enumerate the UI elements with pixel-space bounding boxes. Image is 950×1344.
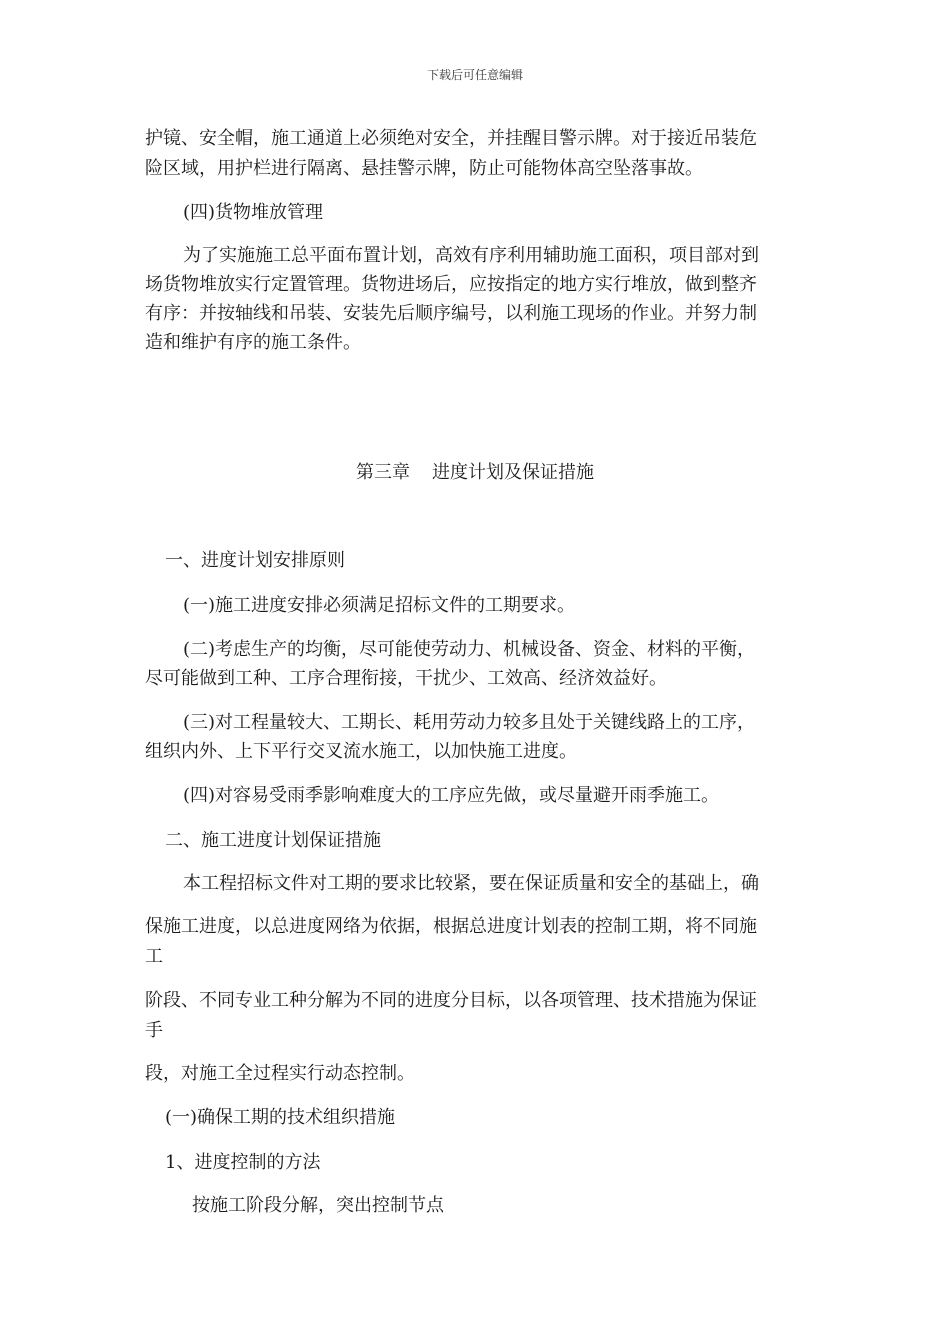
chapter-name: 进度计划及保证措施: [432, 462, 594, 483]
text-line: 场货物堆放实行定置管理。货物进场后，应按指定的地方实行堆放，做到整齐: [145, 274, 757, 295]
chapter-number: 第三章: [356, 462, 410, 483]
text-line: 护镜、安全帽，施工通道上必须绝对安全，并挂醒目警示牌。对于接近吊装危: [145, 128, 757, 149]
text-line: 尽可能做到工种、工序合理衔接，干扰少、工效高、经济效益好。: [145, 668, 667, 689]
subheading: 1、进度控制的方法: [165, 1152, 321, 1173]
chapter-title: [0, 458, 950, 484]
list-item: (三)对工程量较大、工期长、耗用劳动力较多且处于关键线路上的工序，: [183, 712, 756, 733]
text-line: 造和维护有序的施工条件。: [145, 332, 361, 353]
section-heading: 一、进度计划安排原则: [165, 550, 345, 571]
list-item: (二)考虑生产的均衡，尽可能使劳动力、机械设备、资金、材料的平衡，: [183, 639, 756, 660]
page-header: 下载后可任意编辑: [426, 68, 523, 82]
text-line: 为了实施施工总平面布置计划，高效有序利用辅助施工面积，项目部对到: [183, 245, 759, 266]
text-line: 险区域，用护栏进行隔离、悬挂警示牌，防止可能物体高空坠落事故。: [145, 158, 703, 179]
text-line: 工: [145, 946, 163, 967]
text-line: 段，对施工全过程实行动态控制。: [145, 1063, 415, 1084]
text-line: 按施工阶段分解，突出控制节点: [192, 1195, 444, 1216]
subheading: (四)货物堆放管理: [183, 202, 324, 223]
text-line: 本工程招标文件对工期的要求比较紧，要在保证质量和安全的基础上，确: [183, 873, 759, 894]
text-line: 手: [145, 1020, 163, 1041]
text-line: 组织内外、上下平行交叉流水施工，以加快施工进度。: [145, 741, 577, 762]
subheading: (一)确保工期的技术组织措施: [165, 1107, 396, 1128]
text-line: 保施工进度，以总进度网络为依据，根据总进度计划表的控制工期，将不同施: [145, 916, 757, 937]
text-line: 有序：并按轴线和吊装、安装先后顺序编号，以利施工现场的作业。并努力制: [145, 303, 757, 324]
section-heading: 二、施工进度计划保证措施: [165, 830, 381, 851]
list-item: (四)对容易受雨季影响难度大的工序应先做，或尽量避开雨季施工。: [183, 785, 720, 806]
list-item: (一)施工进度安排必须满足招标文件的工期要求。: [183, 595, 576, 616]
text-line: 阶段、不同专业工种分解为不同的进度分目标，以各项管理、技术措施为保证: [145, 990, 757, 1011]
